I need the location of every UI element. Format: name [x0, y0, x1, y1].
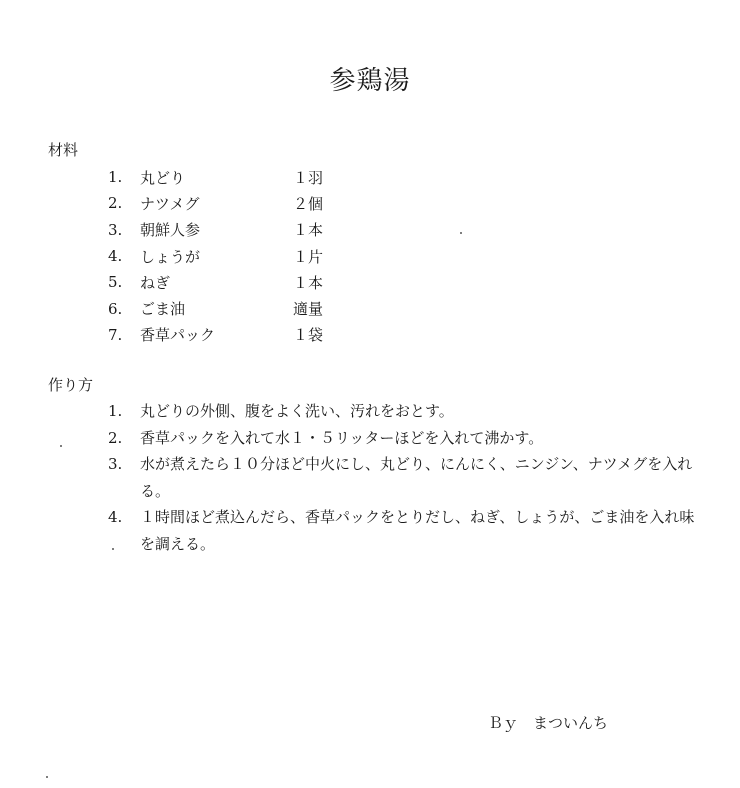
- page-title: 参鶏湯: [329, 66, 411, 96]
- author-signature: Ｂｙ まついんち: [488, 714, 609, 732]
- ingredients-heading: 材料: [48, 141, 79, 159]
- step-item: [108, 504, 708, 557]
- ingredient-item: [108, 217, 332, 243]
- ingredients-list: [108, 164, 332, 348]
- ingredient-number: 5.: [108, 273, 123, 292]
- step-text: １時間ほど煮込んだら、香草パックをとりだし、ねぎ、しょうが、ごま油を入れ味を調える。: [140, 508, 695, 553]
- ingredient-name: しょうが: [140, 247, 201, 266]
- ingredient-item: [108, 243, 332, 269]
- ingredient-quantity: １片: [292, 247, 323, 266]
- step-text: 水が煮えたら１０分ほど中火にし、丸どり、にんにく、ニンジン、ナツメグを入れる。: [140, 455, 693, 500]
- step-number: 3.: [108, 455, 123, 473]
- step-item: [108, 451, 708, 504]
- ingredient-number: 1.: [108, 168, 123, 187]
- ingredient-quantity: １羽: [292, 168, 323, 187]
- step-number: 4.: [108, 508, 123, 526]
- ingredient-item: [108, 190, 332, 216]
- ingredient-number: 3.: [108, 220, 123, 239]
- steps-heading: 作り方: [48, 376, 94, 394]
- ingredient-item: [108, 269, 332, 295]
- ingredient-quantity: 適量: [292, 300, 323, 319]
- ingredient-quantity: １本: [292, 221, 323, 240]
- step-text: 丸どりの外側、腹をよく洗い、汚れをおとす。: [140, 402, 454, 420]
- ingredient-item: [108, 295, 332, 321]
- ingredient-number: 7.: [108, 325, 123, 344]
- ingredient-number: 4.: [108, 247, 123, 266]
- ingredient-number: 2.: [108, 194, 123, 213]
- step-item: [108, 398, 708, 425]
- ingredient-name: 朝鮮人参: [140, 221, 201, 240]
- step-text: 香草パックを入れて水１・５リッターほどを入れて沸かす。: [140, 428, 544, 447]
- ingredient-name: ねぎ: [140, 273, 171, 292]
- ingredient-item: [108, 164, 332, 190]
- step-item: [108, 425, 708, 452]
- scan-speck: [460, 232, 462, 234]
- ingredient-item: [108, 322, 332, 348]
- step-number: 2.: [108, 428, 123, 447]
- ingredient-number: 6.: [108, 299, 123, 318]
- ingredient-name: 丸どり: [140, 168, 186, 187]
- step-number: 1.: [108, 402, 123, 420]
- ingredient-name: ナツメグ: [140, 194, 200, 213]
- steps-list: [108, 398, 708, 557]
- ingredient-quantity: １本: [292, 273, 323, 292]
- ingredient-quantity: １袋: [292, 326, 323, 345]
- ingredient-quantity: ２個: [292, 194, 323, 213]
- ingredient-name: ごま油: [140, 300, 186, 319]
- ingredient-name: 香草パック: [140, 326, 216, 345]
- scan-speck: [60, 445, 62, 447]
- scan-speck: [46, 776, 48, 778]
- scan-speck: [112, 548, 114, 550]
